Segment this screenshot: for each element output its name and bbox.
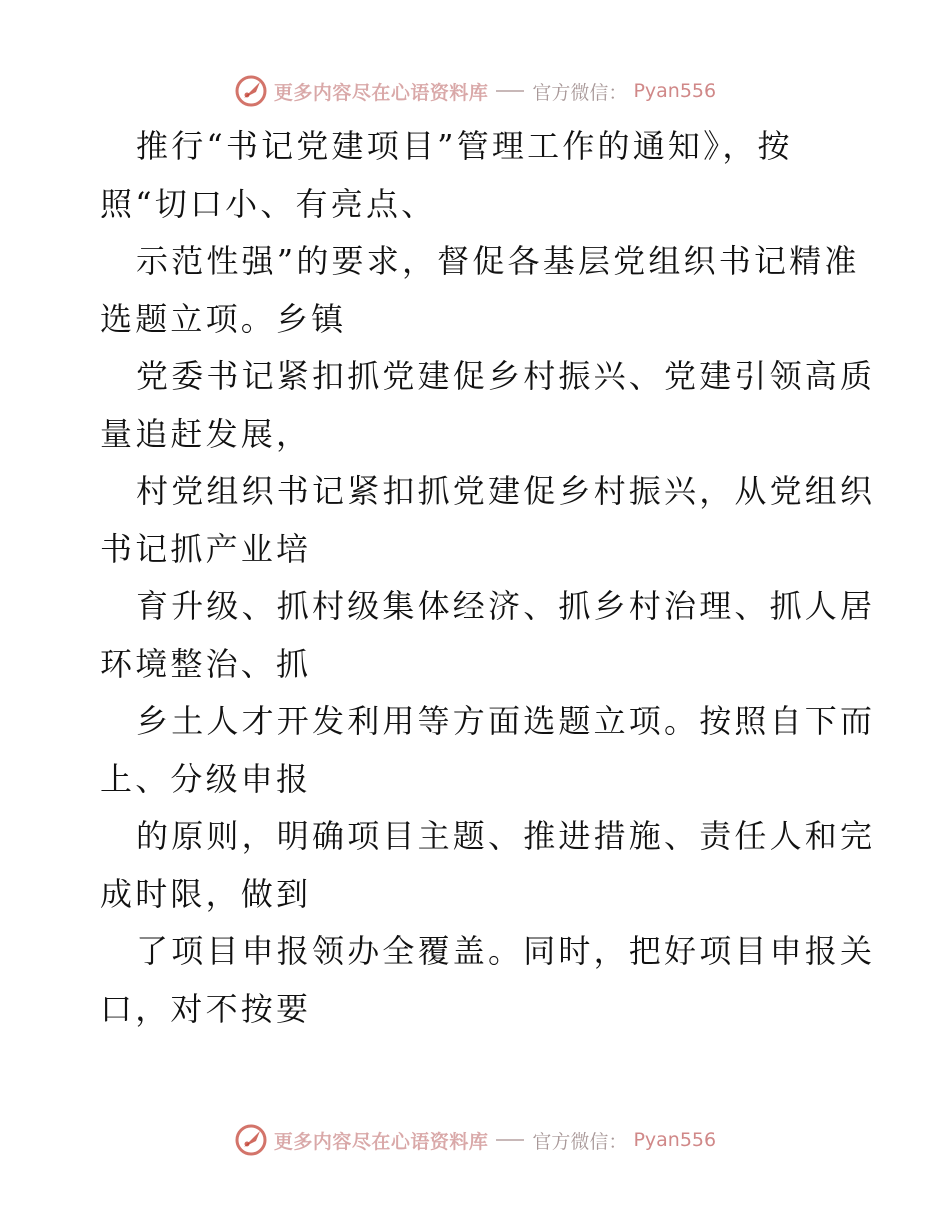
text-line: 成时限，做到: [100, 874, 312, 913]
text-line: 党委书记紧扣抓党建促乡村振兴、党建引领高质: [136, 357, 876, 395]
text-line: 的原则，明确项目主题、推进措施、责任人和完: [136, 817, 876, 855]
text-line: 示范性强”的要求，督促各基层党组织书记精准: [136, 242, 860, 280]
footer-watermark: [0, 1120, 950, 1160]
text-line: 村党组织书记紧扣抓党建促乡村振兴，从党组织: [136, 472, 876, 510]
watermark-brand: 更多内容尽在心语资料库: [273, 1130, 489, 1153]
text-line: 育升级、抓村级集体经济、抓乡村治理、抓人居: [136, 587, 876, 625]
watermark-separator: [496, 90, 524, 92]
text-line: 乡土人才开发利用等方面选题立项。按照自下而: [136, 702, 876, 740]
watermark-official-label: 官方微信：: [532, 1130, 628, 1153]
text-line: 环境整治、抓: [100, 644, 312, 683]
document-body: [100, 118, 876, 1038]
text-line: 上、分级申报: [100, 759, 312, 798]
header-watermark: [0, 71, 950, 111]
watermark-separator: [496, 1139, 524, 1141]
text-line: 书记抓产业培: [100, 529, 312, 568]
text-line: 了项目申报领办全覆盖。同时，把好项目申报关: [136, 932, 876, 970]
text-line: 推行“书记党建项目”管理工作的通知》，按: [136, 127, 793, 165]
watermark-official-label: 官方微信：: [532, 81, 628, 104]
watermark-wechat-id: Pyan556: [633, 80, 717, 102]
watermark-brand: 更多内容尽在心语资料库: [273, 81, 489, 104]
text-line: 照“切口小、有亮点、: [100, 184, 437, 223]
text-line: 量追赶发展，: [100, 414, 312, 453]
quill-logo-icon: [234, 1123, 268, 1157]
text-line: 口，对不按要: [100, 989, 312, 1028]
watermark-wechat-id: Pyan556: [633, 1129, 717, 1151]
text-line: 选题立项。乡镇: [100, 299, 347, 338]
quill-logo-icon: [234, 74, 268, 108]
